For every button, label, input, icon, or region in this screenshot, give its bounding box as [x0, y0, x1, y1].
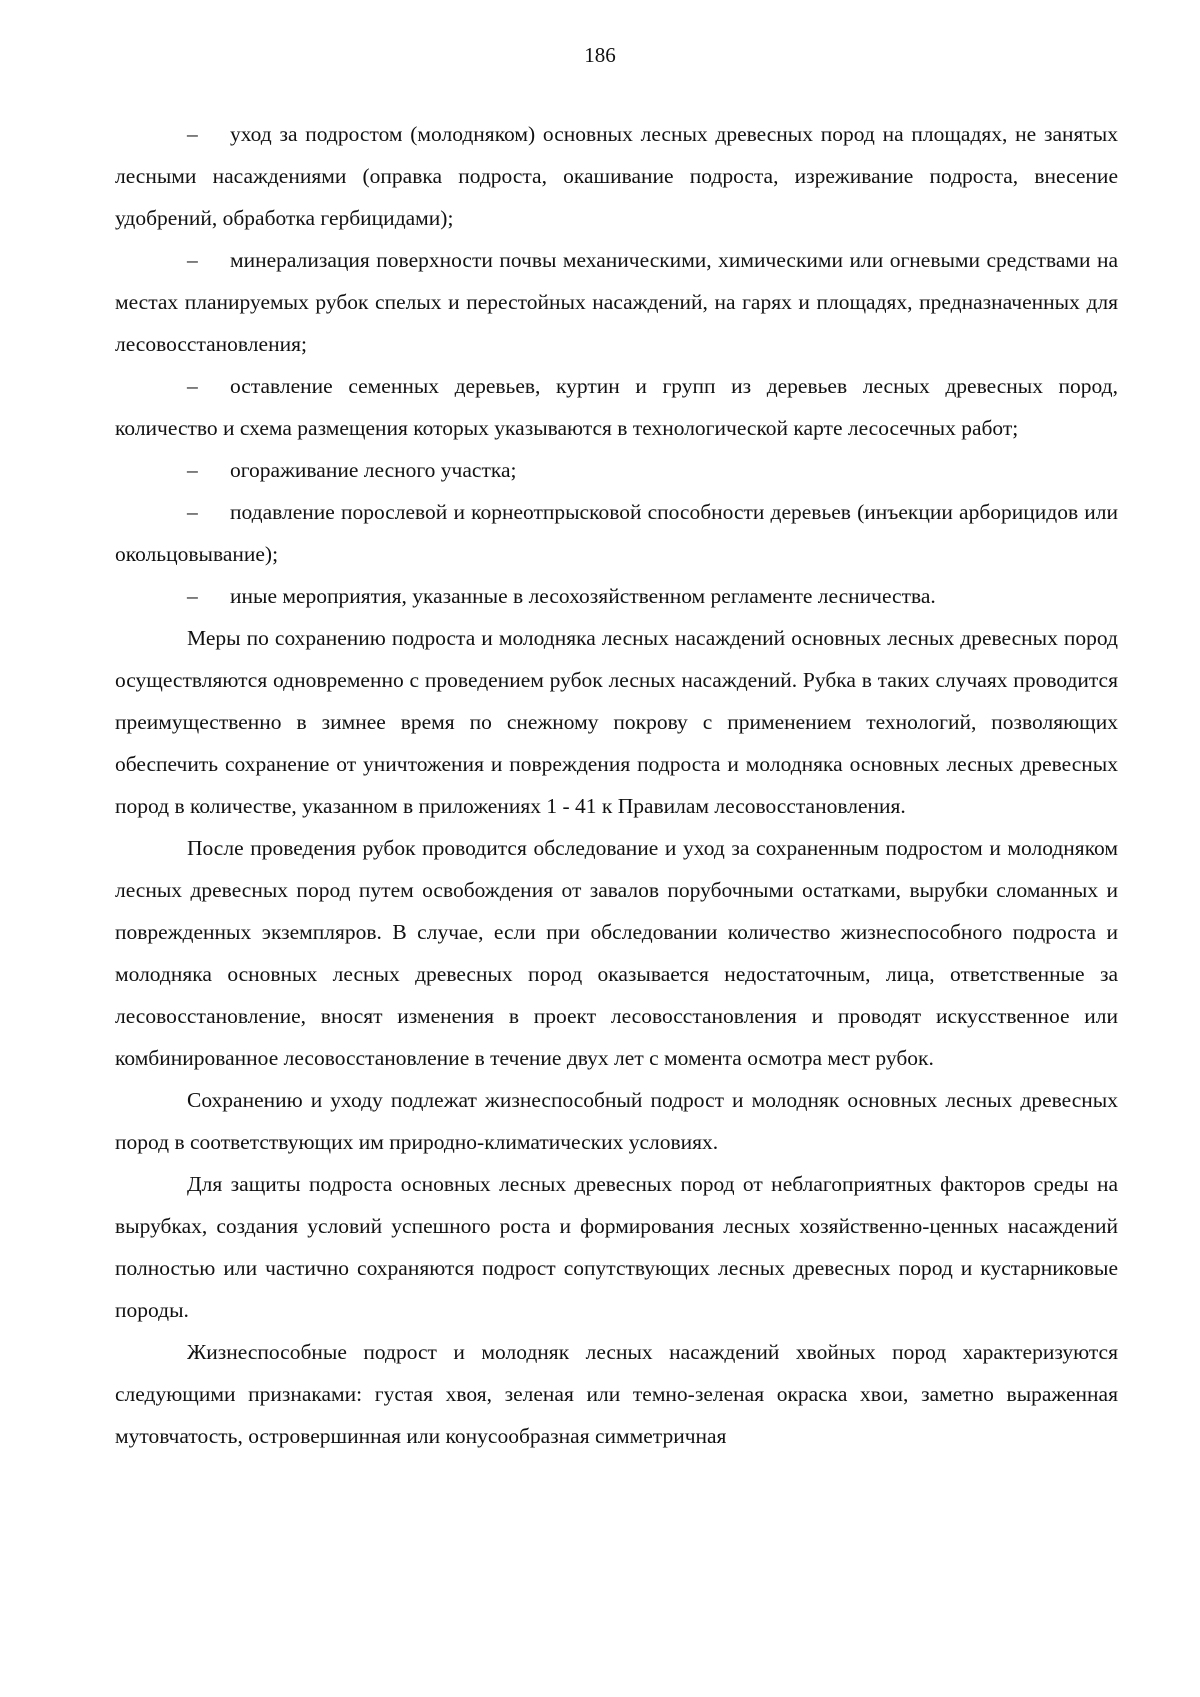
bullet-text: минерализация поверхности почвы механическими, химическими или огневыми средствами на местах планируемых рубок спелых и перестойных насаждений, на гарях и площадях, предназначенных для лесовосстановления; [115, 248, 1118, 356]
bullet-dash: – [187, 584, 198, 608]
bullet-item [115, 575, 1118, 617]
bullet-item [115, 365, 1118, 449]
paragraph: Для защиты подроста основных лесных древесных пород от неблагоприятных факторов среды на вырубках, создания условий успешного роста и формирования лесных хозяйственно-ценных насаждений полностью или частично сохраняются подрост сопутствующих лесных древесных пород и кустарниковые породы. [115, 1172, 1118, 1322]
bullet-text: иные мероприятия, указанные в лесохозяйственном регламенте лесничества. [230, 584, 936, 608]
bullet-item [115, 239, 1118, 365]
bullet-dash: – [187, 458, 198, 482]
paragraph: Жизнеспособные подрост и молодняк лесных насаждений хвойных пород характеризуются следующими признаками: густая хвоя, зеленая или темно-зеленая окраска хвои, заметно выраженная мутовчатость, островершинная или конусообразная симметричная [115, 1340, 1118, 1448]
bullet-text: уход за подростом (молодняком) основных лесных древесных пород на площадях, не занятых лесными насаждениями (оправка подроста, окашивание подроста, изреживание подроста, внесение удобрений, обработка гербицидами); [115, 122, 1118, 230]
page-number: 186 [584, 43, 616, 67]
bullet-text: подавление порослевой и корнеотпрысковой способности деревьев (инъекции арборицидов или окольцовывание); [115, 500, 1118, 566]
bullet-dash: – [187, 248, 198, 272]
document-body [115, 113, 1118, 1457]
paragraph: После проведения рубок проводится обследование и уход за сохраненным подростом и молодняком лесных древесных пород путем освобождения от завалов порубочными остатками, вырубки сломанных и поврежденных экземпляров. В случае, если при обследовании количество жизнеспособного подроста и молодняка основных лесных древесных пород оказывается недостаточным, лица, ответственные за лесовосстановление, вносят изменения в проект лесовосстановления и проводят искусственное или комбинированное лесовосстановление в течение двух лет с момента осмотра мест рубок. [115, 836, 1118, 1070]
bullet-item [115, 113, 1118, 239]
paragraph: Меры по сохранению подроста и молодняка лесных насаждений основных лесных древесных пород осуществляются одновременно с проведением рубок лесных насаждений. Рубка в таких случаях проводится преимущественно в зимнее время по снежному покрову с применением технологий, позволяющих обеспечить сохранение от уничтожения и повреждения подроста и молодняка основных лесных древесных пород в количестве, указанном в приложениях 1 - 41 к Правилам лесовосстановления. [115, 626, 1118, 818]
bullet-dash: – [187, 500, 198, 524]
paragraph: Сохранению и уходу подлежат жизнеспособный подрост и молодняк основных лесных древесных пород в соответствующих им природно-климатических условиях. [115, 1088, 1118, 1154]
bullet-dash: – [187, 374, 198, 398]
bullet-dash: – [187, 122, 198, 146]
bullet-text: оставление семенных деревьев, куртин и групп из деревьев лесных древесных пород, количество и схема размещения которых указываются в технологической карте лесосечных работ; [115, 374, 1118, 440]
bullet-item [115, 449, 1118, 491]
bullet-text: огораживание лесного участка; [230, 458, 517, 482]
bullet-item [115, 491, 1118, 575]
